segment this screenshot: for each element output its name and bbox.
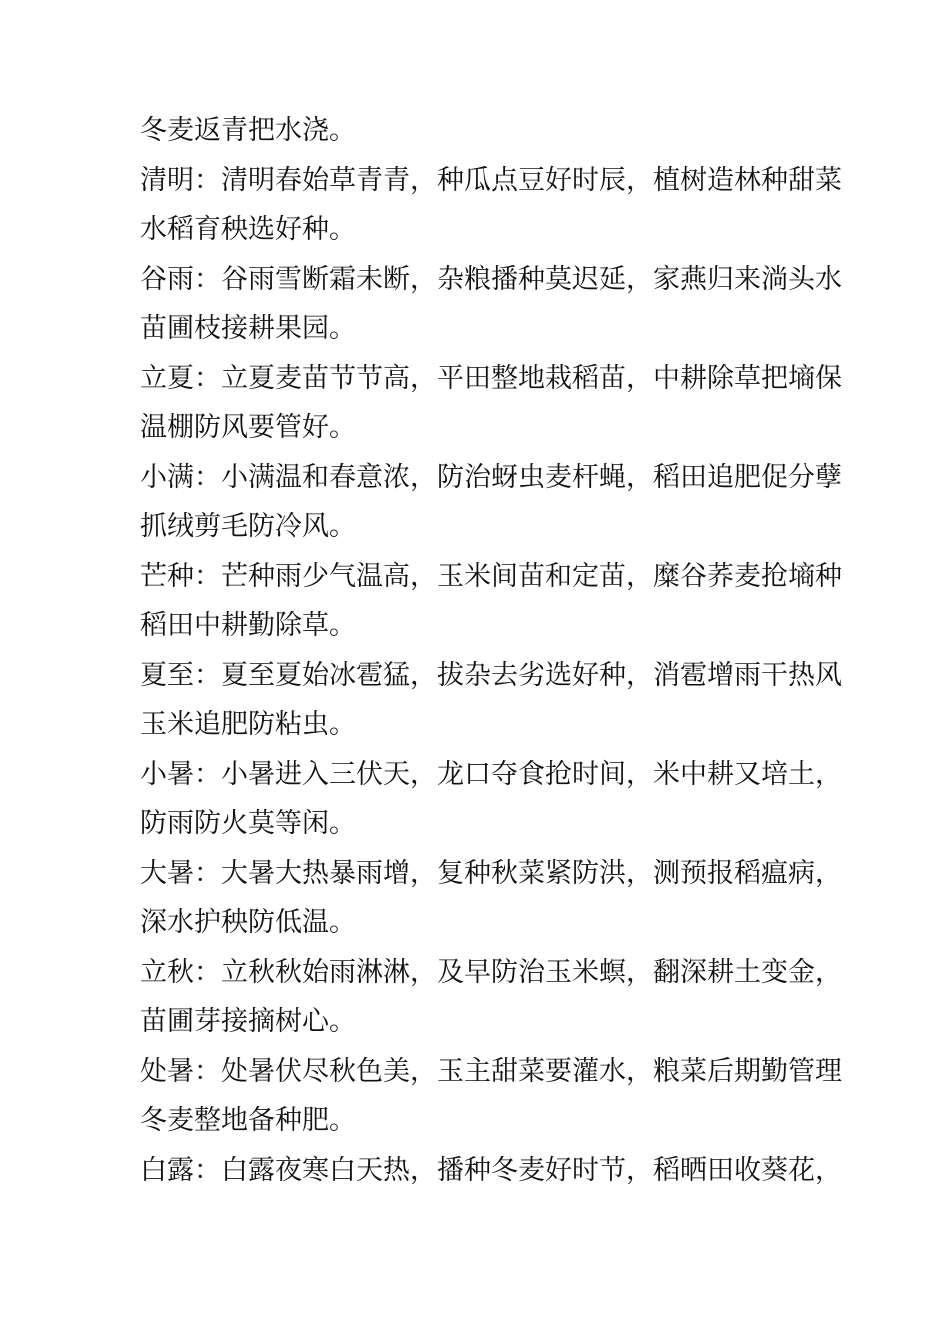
text-line: 防雨防火莫等闲。 xyxy=(140,808,356,839)
body-text xyxy=(140,106,842,1195)
text-line: 水稻育秧选好种。 xyxy=(140,214,356,245)
text-line: 深水护秧防低温。 xyxy=(140,907,356,938)
text-line: 清明：清明春始草青青，种瓜点豆好时辰，植树造林种甜菜 xyxy=(140,164,842,196)
text-line: 谷雨：谷雨雪断霜未断，杂粮播种莫迟延，家燕归来淌头水 xyxy=(140,263,842,295)
text-line: 苗圃枝接耕果园。 xyxy=(140,313,356,344)
text-line: 立夏：立夏麦苗节节高，平田整地栽稻苗，中耕除草把墒保 xyxy=(140,362,842,394)
text-line: 冬麦返青把水浇。 xyxy=(140,115,356,146)
text-line: 夏至：夏至夏始冰雹猛，拔杂去劣选好种，消雹增雨干热风 xyxy=(140,659,842,691)
text-line: 处暑：处暑伏尽秋色美，玉主甜菜要灌水，粮菜后期勤管理 xyxy=(140,1055,842,1087)
text-line: 大暑：大暑大热暴雨增，复种秋菜紧防洪，测预报稻瘟病， xyxy=(140,857,842,889)
text-line: 苗圃芽接摘树心。 xyxy=(140,1006,356,1037)
text-line: 芒种：芒种雨少气温高，玉米间苗和定苗，糜谷荞麦抢墒种 xyxy=(140,560,842,592)
text-line: 小满：小满温和春意浓，防治蚜虫麦杆蝇，稻田追肥促分孽 xyxy=(140,461,842,493)
text-line: 冬麦整地备种肥。 xyxy=(140,1105,356,1136)
text-line: 立秋：立秋秋始雨淋淋，及早防治玉米螟，翻深耕土变金， xyxy=(140,956,842,988)
text-line: 小暑：小暑进入三伏天，龙口夺食抢时间，米中耕又培土， xyxy=(140,758,842,790)
text-line: 玉米追肥防粘虫。 xyxy=(140,709,356,740)
text-line: 白露：白露夜寒白天热，播种冬麦好时节，稻晒田收葵花， xyxy=(140,1154,842,1186)
text-line: 温棚防风要管好。 xyxy=(140,412,356,443)
text-line: 稻田中耕勤除草。 xyxy=(140,610,356,641)
text-line: 抓绒剪毛防冷风。 xyxy=(140,511,356,542)
